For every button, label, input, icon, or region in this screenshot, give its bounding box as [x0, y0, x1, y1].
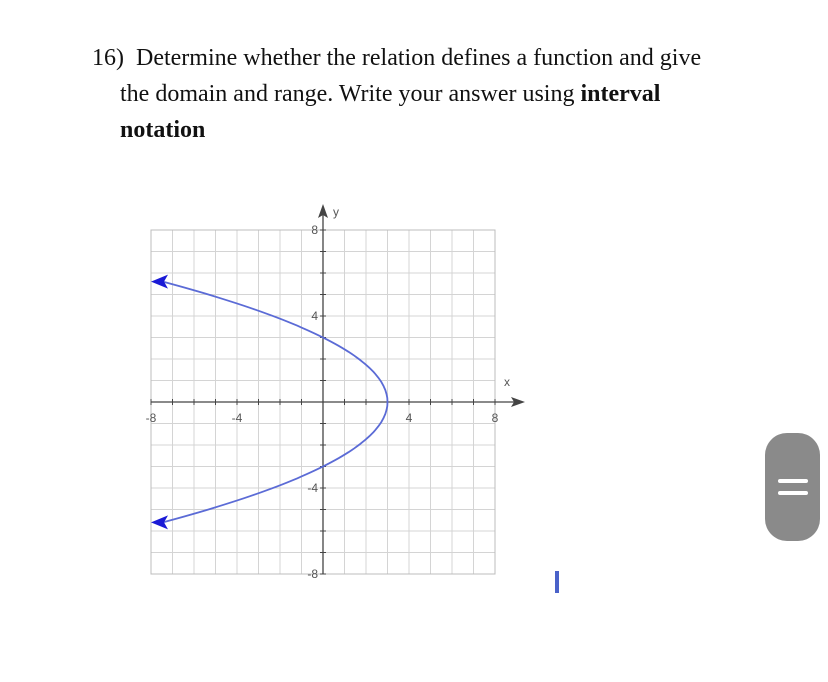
- question-line-2-bold: interval: [580, 81, 661, 107]
- x-tick-label: -8: [145, 411, 157, 425]
- y-tick-label: -8: [307, 567, 318, 581]
- question-number: 16): [92, 45, 124, 71]
- question-line-2-text: the domain and range. Write your answer using: [120, 81, 581, 107]
- x-tick-label: 4: [405, 411, 413, 425]
- text-cursor-icon: [555, 571, 559, 593]
- y-tick-label: 8: [311, 223, 318, 237]
- parabola-graph: [130, 195, 550, 595]
- y-tick-label: 4: [311, 309, 318, 323]
- y-tick-label: -4: [307, 481, 318, 495]
- question-line-1: [92, 40, 782, 76]
- x-tick-label: -4: [231, 411, 243, 425]
- x-axis-label: x: [504, 375, 510, 389]
- x-tick-label: 8: [491, 411, 499, 425]
- question-line-1-text: Determine whether the relation defines a function and give: [136, 45, 702, 71]
- drag-handle-icon[interactable]: [765, 433, 820, 541]
- question-line-3-bold: notation: [120, 117, 206, 143]
- question-line-2: [92, 76, 782, 112]
- question-text: [92, 40, 782, 148]
- y-axis-label: y: [333, 205, 339, 219]
